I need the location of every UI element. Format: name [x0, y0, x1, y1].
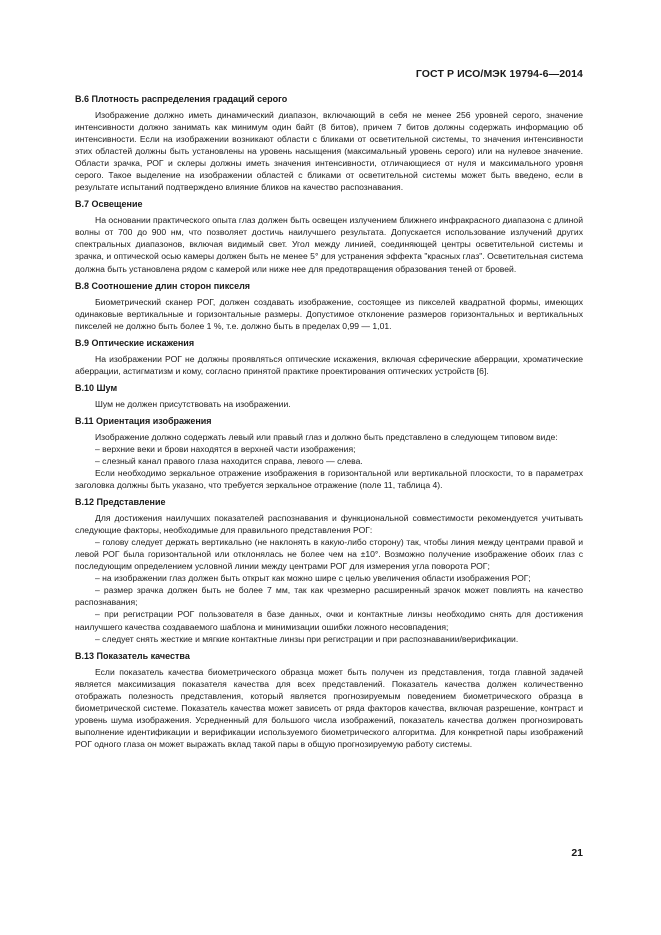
section-heading: В.13 Показатель качества: [75, 650, 190, 661]
list-item: – следует снять жесткие и мягкие контактные линзы при регистрации и при распознавании/верификации.: [95, 633, 519, 644]
paragraph: Если показатель качества биометрического образца может быть получен из представления, тогда главной задачей является максимизация показателя качества для всех представлений. Показатель качества должен количественно отображать полезность представления, который является прогнозируемым поведением биометрического образца в биометрической системе. Показатель качества может зависеть от ряда факторов качества, включая разрешение, контраст и уровень шума изображения. Усредненный для большого числа изображений, показатель качества должен прогнозировать выполнение идентификации и верификации используемого биометрического алгоритма. Для конкретной пары изображений РОГ одного глаза он может выражать вклад такой пары в общую прогнозируемую работу системы.: [75, 666, 583, 749]
section-b11: [75, 416, 583, 491]
section-heading: В.11 Ориентация изображения: [75, 415, 212, 426]
list-item: – размер зрачка должен быть не более 7 мм, так как чрезмерно расширенный зрачок может повлиять на качество распознавания;: [75, 585, 583, 608]
document-header: ГОСТ Р ИСО/МЭК 19794-6—2014: [415, 68, 583, 80]
section-heading: В.12 Представление: [75, 497, 166, 508]
paragraph: Изображение должно содержать левый или правый глаз и должно быть представлено в следующем типовом виде:: [95, 431, 558, 442]
paragraph: Для достижения наилучших показателей распознавания и функциональной совместимости рекомендуется учитывать следующие факторы, необходимые для правильного представления РОГ:: [75, 513, 583, 536]
paragraph: Биометрический сканер РОГ, должен создавать изображение, состоящее из пикселей квадратной формы, имеющих одинаковые вертикальные и горизонтальные размеры. Допустимое отклонение размеров горизонтальных и вертикальных пикселей не должно быть более 1 %, т.е. должно быть в пределах 0,99 — 1,01.: [75, 296, 583, 331]
paragraph: На изображении РОГ не должны проявляться оптические искажения, включая сферические аберрации, хроматические аберрации, астигматизм и кому, согласно принятой практике проектирования оптических устройств [6].: [75, 353, 583, 376]
list-item: – на изображении глаз должен быть открыт как можно шире с целью увеличения области изображения РОГ;: [95, 573, 531, 584]
section-b8: [75, 281, 583, 332]
document-body: [75, 94, 583, 756]
section-b7: [75, 199, 583, 274]
list-item: – верхние веки и брови находятся в верхней части изображения;: [95, 443, 356, 454]
section-heading: В.6 Плотность распределения градаций серого: [75, 94, 288, 104]
section-b6: [75, 94, 583, 193]
list-item: – голову следует держать вертикально (не наклонять в какую-либо сторону) так, чтобы линия между центрами правой и левой РОГ была горизонтальной или отклонялась не более чем на ±10°. Возможно получение изображение обоих глаз с последующим определением условной линии между центрами РОГ для измерения угла поворота РОГ;: [75, 537, 583, 572]
list-item: – слезный канал правого глаза находится справа, левого — слева.: [95, 455, 363, 466]
section-heading: В.7 Освещение: [75, 199, 143, 210]
section-b9: [75, 338, 583, 377]
paragraph: На основании практического опыта глаз должен быть освещен излучением ближнего инфракрасного диапазона с длиной волны от 700 до 900 нм, что позволяет достичь наилучшего результата. Допускается использование излучений других спектральных диапазонов, включая видимый свет. Угол между линией, соединяющей центры осветительной системы и зрачка, и оптической осью камеры должен быть не менее 5° для устранения эффекта "красных глаз". Осветительная система должна быть установлена рядом с камерой или ниже нее для предотвращения образования теней от бровей.: [75, 215, 583, 274]
paragraph: Шум не должен присутствовать на изображении.: [95, 398, 291, 409]
section-heading: В.8 Соотношение длин сторон пикселя: [75, 280, 251, 291]
section-b12: [75, 497, 583, 645]
list-item: – при регистрации РОГ пользователя в базе данных, очки и контактные линзы необходимо снять для достижения наилучшего качества создаваемого шаблона и минимизации ошибки ложного несовпадения;: [75, 609, 583, 632]
page-number: 21: [571, 847, 583, 859]
section-b13: [75, 651, 583, 750]
section-b10: [75, 383, 583, 410]
paragraph: Если необходимо зеркальное отражение изображения в горизонтальной или вертикальной плоскости, то в параметрах заголовка должны быть указано, что требуется зеркальное отражение (поле 11, таблица 4).: [75, 467, 583, 491]
section-heading: В.10 Шум: [75, 382, 118, 393]
paragraph: Изображение должно иметь динамический диапазон, включающий в себя не менее 256 уровней серого, значение интенсивности должно занимать как минимум один байт (8 битов), причем 7 битов должны содержать информацию об интенсивности. Если на изображении возникают области с бликами от осветительной системы, то значения интенсивности этих областей должны быть установлены на уровень насыщения (максимальный уровень серого) или на нулевое значение. Области зрачка, РОГ и склеры должны иметь значения интенсивности, отличающиеся от нуля и максимального уровня серого. Такое выделение на изображении областей с бликами от осветительной системы может быть введено, если в результате испытаний подтверждено влияние бликов на качество распознавания.: [75, 110, 583, 193]
section-heading: В.9 Оптические искажения: [75, 337, 195, 348]
